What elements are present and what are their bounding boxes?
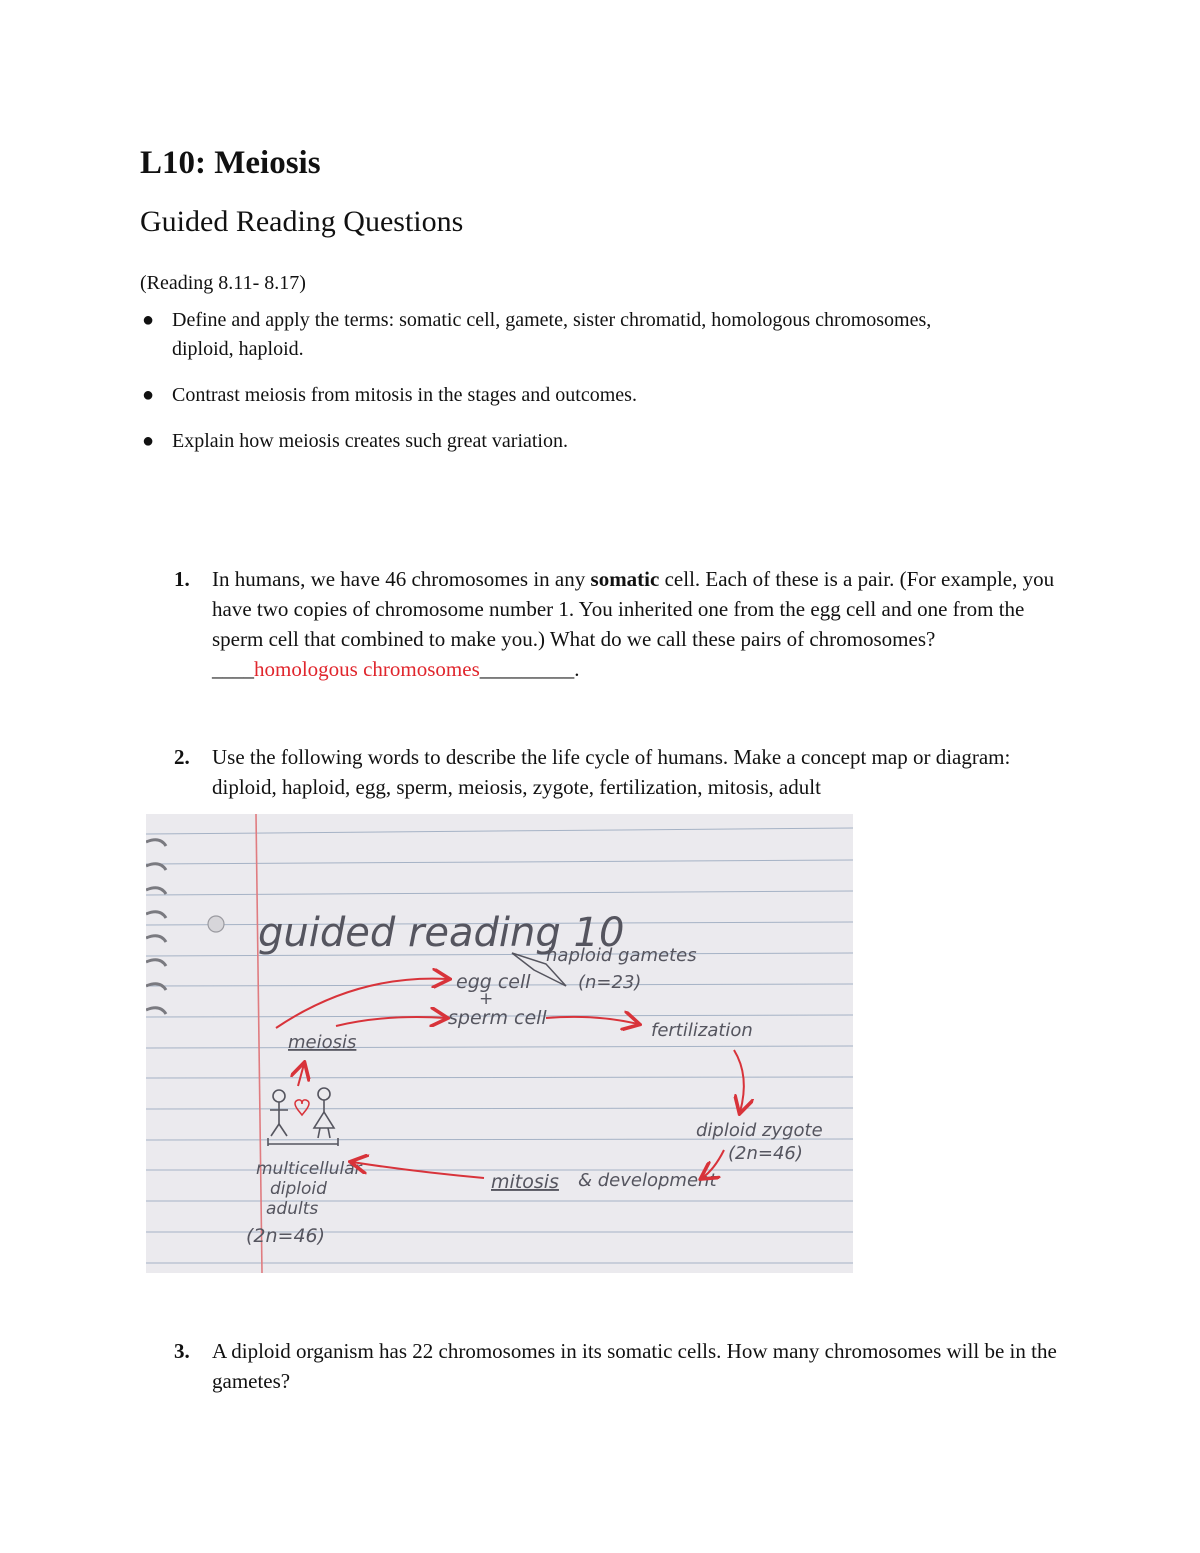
- adults-label-line1: multicellular: [256, 1159, 362, 1179]
- adults-label-line2: diploid: [270, 1179, 327, 1199]
- diploid-zygote-label: diploid zygote: [696, 1120, 823, 1141]
- bullet-icon: ●: [142, 430, 155, 452]
- question-number: 1.: [174, 567, 190, 591]
- notebook-photo: [146, 814, 853, 1273]
- question-bold-term: somatic: [590, 567, 660, 591]
- question-2: [174, 742, 1064, 802]
- mitosis-label: mitosis: [491, 1171, 559, 1193]
- objective-item: [140, 381, 960, 410]
- bullet-icon: ●: [142, 309, 155, 331]
- answer-blank: ____: [212, 657, 254, 681]
- objective-item: [140, 427, 960, 456]
- plus-sign: +: [479, 989, 494, 1009]
- objective-text: Contrast meiosis from mitosis in the stages and outcomes.: [172, 384, 637, 406]
- reading-range: (Reading 8.11- 8.17): [140, 272, 306, 294]
- question-text: A diploid organism has 22 chromosomes in its somatic cells. How many chromosomes will be in the gametes?: [212, 1339, 1057, 1393]
- egg-cell-label: egg cell: [456, 971, 531, 993]
- development-label: & development: [578, 1170, 717, 1191]
- objective-text: Explain how meiosis creates such great variation.: [172, 430, 568, 452]
- document-subtitle: Guided Reading Questions: [140, 205, 464, 238]
- sperm-cell-label: sperm cell: [448, 1007, 547, 1029]
- question-1: [174, 564, 1064, 684]
- adults-label-line3: adults: [266, 1199, 319, 1219]
- paper-background: [146, 814, 853, 1273]
- adults-count-label: (2n=46): [246, 1225, 326, 1247]
- question-text: Use the following words to describe the life cycle of humans. Make a concept map or diagram: diploid, haploid, egg, sperm, meiosis, zygote, fertilization, mitosis, adult: [212, 745, 1011, 799]
- answer-text: homologous chromosomes: [254, 657, 480, 681]
- question-number: 3.: [174, 1339, 190, 1363]
- question-text-part: cell. Each of these is a pair. (For example, you have two copies of chromosome number 1. You inherited one from the egg cell and one from the sperm cell that combined to make you.) What do we call these pairs of chromosomes?: [212, 567, 1055, 651]
- life-cycle-diagram: [146, 814, 853, 1273]
- document-title: L10: Meiosis: [140, 145, 321, 181]
- haploid-count-label: (n=23): [578, 972, 642, 993]
- haploid-gametes-label: haploid gametes: [546, 945, 697, 966]
- question-number: 2.: [174, 745, 190, 769]
- notebook-heading: guided reading 10: [258, 910, 625, 956]
- objective-item: [140, 306, 960, 364]
- punch-hole: [208, 916, 224, 932]
- question-text-part: In humans, we have 46 chromosomes in any: [212, 567, 591, 591]
- question-3: [174, 1336, 1064, 1396]
- answer-blank: _________.: [479, 657, 580, 681]
- bullet-icon: ●: [142, 384, 155, 406]
- question-text: [212, 564, 1064, 684]
- objective-text: Define and apply the terms: somatic cell, gamete, sister chromatid, homologous chromosomes, diploid, haploid.: [172, 309, 932, 360]
- fertilization-label: fertilization: [651, 1020, 753, 1041]
- meiosis-label: meiosis: [288, 1032, 357, 1053]
- zygote-count-label: (2n=46): [728, 1143, 803, 1164]
- learning-objectives: [140, 306, 960, 473]
